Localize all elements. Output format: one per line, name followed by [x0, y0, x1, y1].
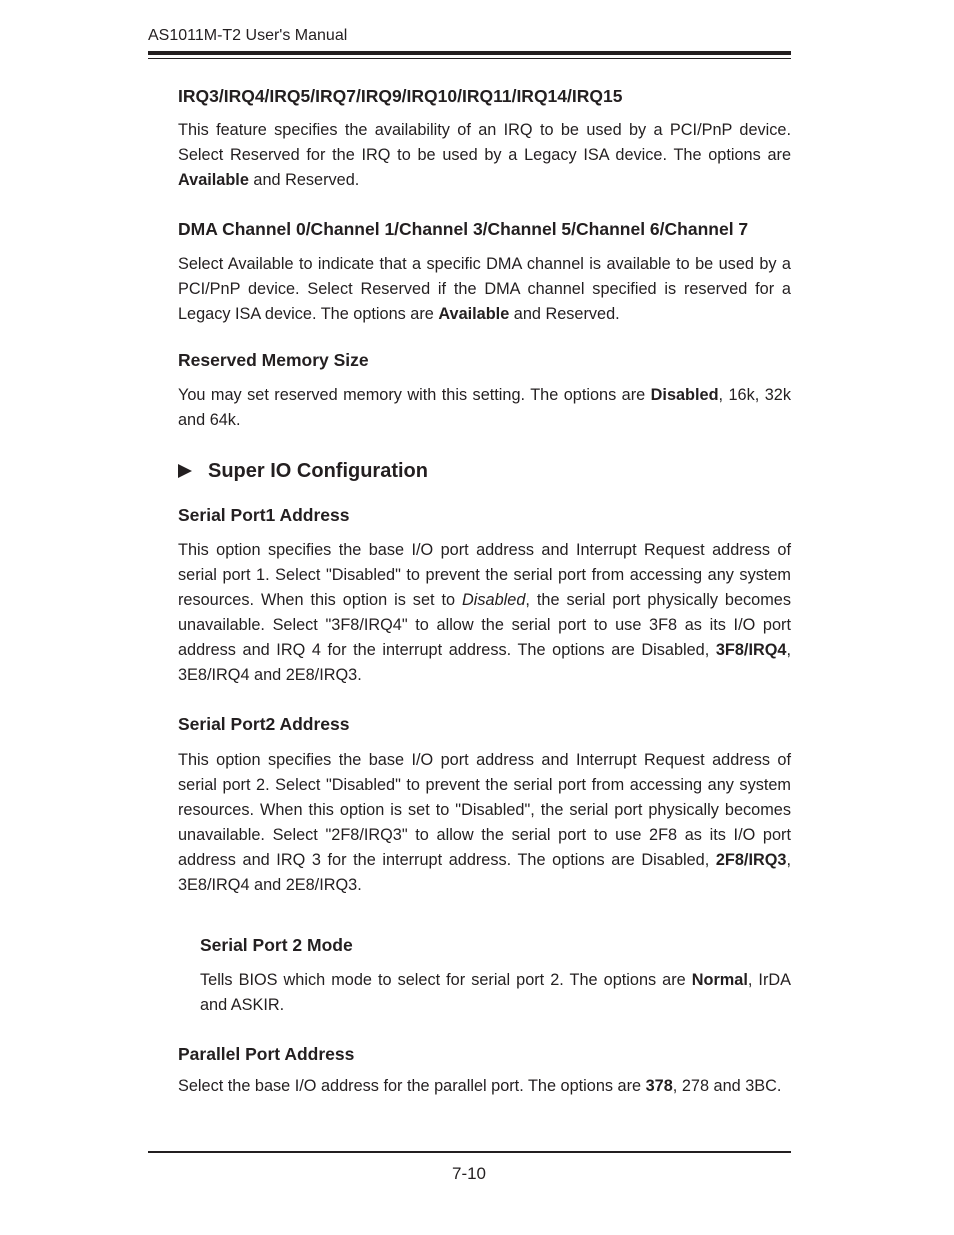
- serial-port2-heading: Serial Port2 Address: [178, 714, 350, 734]
- header-rule-thick: [148, 51, 791, 55]
- super-io-heading-label: Super IO Configuration: [208, 460, 428, 482]
- reserved-memory-description: You may set reserved memory with this setting. The options are Disabled, 16k, 32k and 64k.: [178, 386, 791, 429]
- section-irq: [178, 84, 791, 193]
- serial-port1-heading: Serial Port1 Address: [178, 505, 350, 525]
- section-serial-port2: [178, 712, 791, 898]
- serial-port2-description: This option specifies the base I/O port address and Interrupt Request address of serial port 2. Select "Disabled" to prevent the serial port from accessing any system resources. When this option is set to "Disabled", the serial port physically becomes unavailable. Select "2F8/IRQ3" to allow the serial port to use 2F8 as its I/O port address and IRQ 3 for the interrupt address. The options are Disabled, 2F8/IRQ3, 3E8/IRQ4 and 2E8/IRQ3.: [178, 751, 791, 894]
- irq-description: This feature specifies the availability of an IRQ to be used by a PCI/PnP device. Select Reserved for the IRQ to be used by a Legacy ISA device. The options are Available and Reserved.: [178, 121, 791, 189]
- page-number: 7-10: [451, 1164, 487, 1183]
- page-content: [178, 84, 791, 1099]
- manual-title: AS1011M-T2 User's Manual: [148, 27, 348, 44]
- serial-port2-mode-description: Tells BIOS which mode to select for serial port 2. The options are Normal, IrDA and ASKIR.: [200, 971, 791, 1014]
- parallel-port-heading: Parallel Port Address: [178, 1044, 355, 1064]
- section-serial-port1: [178, 503, 791, 688]
- footer-rule: [148, 1151, 791, 1153]
- serial-port2-mode-heading: Serial Port 2 Mode: [200, 935, 353, 955]
- dma-description: Select Available to indicate that a specific DMA channel is available to be used by a PCI/PnP device. Select Reserved if the DMA channel specified is reserved for a Legacy ISA device. The options are Available and Reserved.: [178, 255, 791, 323]
- reserved-memory-heading: Reserved Memory Size: [178, 350, 369, 370]
- header-rule-thin: [148, 58, 791, 59]
- section-reserved-memory: [178, 348, 791, 433]
- section-serial-port2-mode: [178, 933, 791, 1018]
- super-io-section-heading: [178, 456, 791, 486]
- serial-port1-description: This option specifies the base I/O port address and Interrupt Request address of serial port 1. Select "Disabled" to prevent the serial port from accessing any system resources. When this option is set to Disabled, the serial port physically becomes unavailable. Select "3F8/IRQ4" to allow the serial port to use 3F8 as its I/O port address and IRQ 4 for the interrupt address. The options are Disabled, 3F8/IRQ4, 3E8/IRQ4 and 2E8/IRQ3.: [178, 541, 791, 684]
- dma-heading: DMA Channel 0/Channel 1/Channel 3/Channel 5/Channel 6/Channel 7: [178, 219, 749, 239]
- parallel-port-description: Select the base I/O address for the parallel port. The options are 378, 278 and 3BC.: [178, 1077, 782, 1095]
- section-parallel-port: [178, 1042, 791, 1099]
- section-dma: [178, 217, 791, 327]
- irq-heading: IRQ3/IRQ4/IRQ5/IRQ7/IRQ9/IRQ10/IRQ11/IRQ14/IRQ15: [178, 86, 623, 106]
- triangle-right-icon: [178, 464, 192, 478]
